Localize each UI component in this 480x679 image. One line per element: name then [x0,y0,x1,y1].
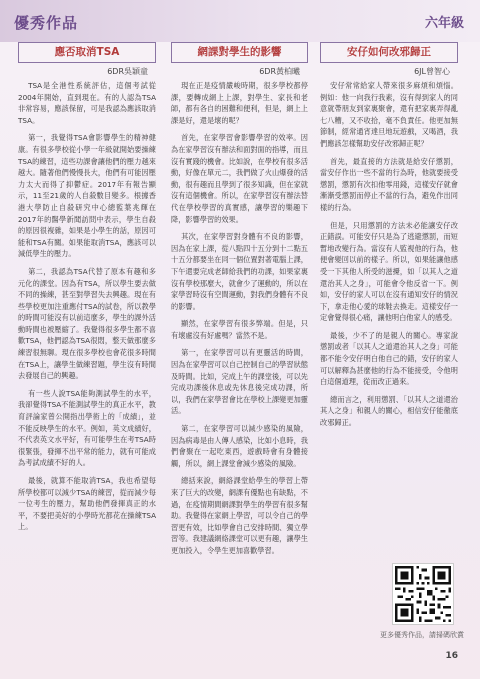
paragraph: 最後，就算不能取消TSA，我也希望每所學校都可以減少TSA的練習，從而減少每一位考生的壓力，幫助他們發揮真正的水平，不要把美好的小學時光都花在操練TSA上。 [18,476,156,532]
paragraph: 首先，最直接的方法就是給安仔懲罰，當安仔作出一些不當的行為時，他就要接受懲罰，懲罰有次扣他零用錢，這樣安仔就會漸漸受懲罰而停止不當的行為，避免作出同樣的行為。 [320,156,458,212]
paragraph: 安仔常常給家人帶來很多麻煩和煩惱。例如：他一向我行我素，沒有得到家人的同意就帶朋友到家裏聚會，還有把家裏弄得亂七八糟，又不收拾，毫不負責任。他更加無節制，經常通宵達旦地玩遊戲，又喝酒，我們應該怎樣幫助安仔改邪歸正呢？ [320,81,458,148]
paragraph: 第一，在家學習可以有更靈活的時間，因為在家學習可以自己控制自己的學習狀態及時間。比如，完成上午的課堂後，可以先完成功課後休息或先休息後完成功課，所以，我們在家學習會比在學校上課變更加靈活。 [171,348,308,416]
qr-code[interactable] [392,563,454,625]
paragraph: 現在正是疫情嚴峻時期，很多學校都停課，要轉成網上上課，對學生、家長和老師，都有各自的困難和便利，但是，網上上課是好，還是壞的呢？ [171,81,308,125]
page-title: 優秀作品 [14,14,79,32]
article-tsa [18,42,156,539]
paragraph: 首先，在家學習會影響學習的效率。因為在家學習沒有辦法和面對面的指導，而且沒有實踐的機會。比如說，在學校有很多活動，好像在單元二，我們做了火山爆發的活動，很有趣而且學到了很多知識，但在家就沒有這個機會。所以，在家學習沒有辦法替代在學校學習的真實感，讓學習的樂趣下降，影響學習的效果。 [171,133,308,224]
paragraph: 總括來說，網絡課堂給學生的學習上帶來了巨大的改變，網課有優點也有缺點，不過，在疫情期間網課對學生的學習有很多幫助。我覺得在家網上學習，可以令自己的學習更有效，比如學會自己安排時間、獨立學習等。我建議網絡課堂可以更有趣，讓學生更加投入，令學生更加喜歡學習。 [171,476,308,555]
paragraph: TSA是全港性系統評估，這個考試從2004年開始，直到現在。有的人認為TSA非常容易，應該保留，可是我認為應該取消TSA。 [18,81,156,125]
paragraph: 第二，我認為TSA代替了原本有趣和多元化的課堂。因為有TSA，所以學生要去做不同的操練，甚至對學習失去興趣。現在有些學校更加注重應付TSA的試卷，所以教學的時間可能沒有以前這麼多，學生的課外活動時間也被壓縮了。我覺得很多學生都不喜歡TSA，他們認為TSA很悶，整天做那麼多練習很無聊。現在很多學校也會花很多時間在TSA上，讓學生做練習題，學生沒有時間去發展自己的興趣。 [18,266,156,381]
paragraph: 第二，在家學習可以減少感染的風險，因為病毒是由人傳人感染，比如小息時，我們會聚在一起吃東西，遊戲時會有身體接觸，所以，網上課堂會減少感染的風險。 [171,424,308,468]
paragraph: 第一，我覺得TSA會影響學生的精神健康。有很多學校從小學一年級就開始要操練TSA的練習，這些功課會讓他們的壓力越來越大。隨著他們慢慢長大，他們有可能因壓力太大而得了抑鬱症。2017年有報告顯示，11至21歲的人自殺數目變多。根據香港大學防止自殺研究中心總監葉兆輝在2017年的醫學新聞訪問中表示，學生自殺的原因很複雜，如果是小學生的話，原因可能和TSA有關。如果能取消TSA，應該可以減低學生的壓力。 [18,133,156,259]
qr-code-icon [395,566,451,622]
article-author: 6DR黃柏曦 [259,67,300,76]
page-number: 16 [445,651,458,661]
paragraph: 總而言之，利用懲罰、「以其人之道還治其人之身」和親人的關心，相信安仔能徹底改邪歸正。 [320,394,458,428]
article-author: 6JL曾智心 [414,67,450,76]
article-online-class [171,42,308,563]
paragraph: 但是，只用懲罰的方法未必能讓安仔改正錯誤。可能安仔只是為了逃避懲罰，而短暫地改變行為。當沒有人監視他的行為，他便會變回以前的樣子。所以，如果能讓他感受一下其他人所受的滋擾，如「以其人之道還治其人之身」，可能會令他反省一下。例如，安仔的家人可以在沒有通知安仔的情況下，拿走他心愛的球鞋去換走。這樣安仔一定會覺得很心痛，讓他明白他家人的感受。 [320,220,458,323]
article-title: 安仔如何改邪歸正 [320,42,458,63]
qr-caption: 更多優秀作品，請掃碼欣賞 [380,631,464,639]
article-title: 網課對學生的影響 [171,42,308,63]
article-title: 應否取消TSA [18,42,156,63]
paragraph: 有一些人說TSA能夠測試學生的水平，我卻覺得TSA不能測試學生的真正水平，教育評論家曾公開指出學術上的「成績」，並不能反映學生的水平。例如，英文成績好，不代表英文水平好，有可能學生在考TSA時很緊張，發揮不出平常的能力，就有可能成為考試成績不好的人。 [18,388,156,468]
article-body [171,80,308,557]
article-body [18,80,156,533]
paragraph: 最後，少不了的是親人的關心。專家說懲罰或者「以其人之道還治其人之身」可能都不能令安仔明白他自己的錯，安仔的家人可以解釋為甚麼他的行為不能接受，令他明白這個道理，從而改正過來。 [320,330,458,387]
grade-label: 六年級 [424,16,464,31]
article-body [320,80,458,429]
article-on-tsai [320,42,458,435]
article-author: 6DR吳穎童 [107,67,148,76]
paragraph: 顯然，在家學習有很多弊端。但是，只有壞處沒有好處嗎？當然不是。 [171,319,308,340]
paragraph: 其次，在家學習對身體有不良的影響，因為在家上課，從八點四十五分到十二點五十五分都要坐在同一個位置對著電腦上課，下午還要完成老師給我們的功課，如果家裏沒有學校那麼大，就會少了運動的，所以在家學習時沒有空間運動，對我們身體有不良的影響。 [171,232,308,311]
